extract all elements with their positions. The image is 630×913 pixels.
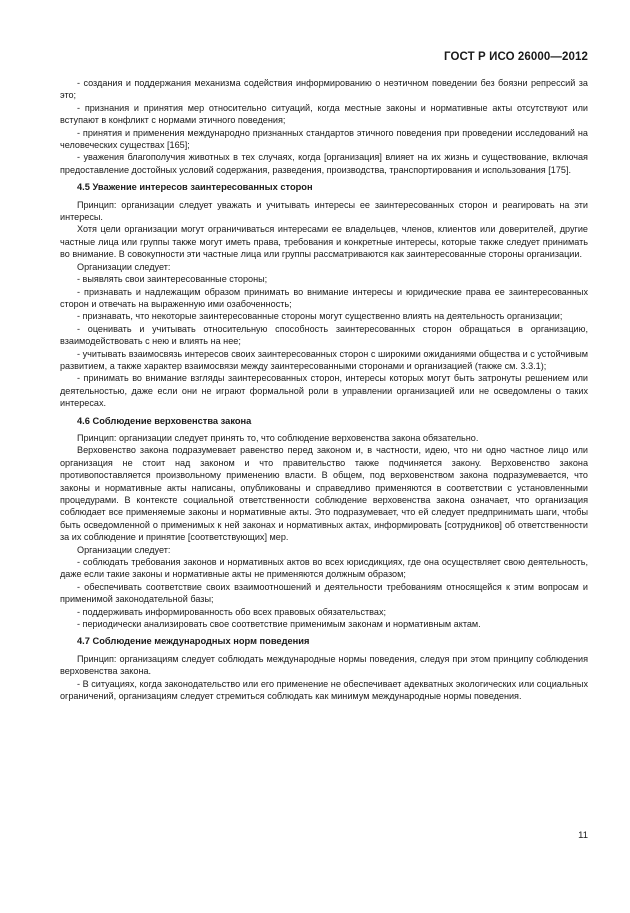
document-code: ГОСТ Р ИСО 26000—2012 xyxy=(443,51,588,63)
paragraph: - признавать, что некоторые заинтересованные стороны могут существенно влиять на деятельность организации; xyxy=(77,311,563,322)
paragraph: - учитывать взаимосвязь интересов своих заинтересованных сторон с широкими ожиданиями общества и с устойчивым развитием, а также характер взаимосвязи между заинтересованными сторонами и организацией (также см. 3.3.1); xyxy=(60,348,588,371)
paragraph: Организации следует: xyxy=(77,261,171,272)
paragraph: - уважения благополучия животных в тех случаях, когда [организация] влияет на их жизнь и существование, включая предоставление достойных условий содержания, разведения, производства, транспортирования и использования [175]. xyxy=(60,152,588,175)
paragraph: - принятия и применения международно признанных стандартов этичного поведения при проведении исследований на человеческих существах [165]; xyxy=(60,127,588,151)
paragraph: - В ситуациях, когда законодательство или его применение не обеспечивает адекватных экологических или социальных ограничений, организациям следует стремиться соблюдать как минимум международные нормы поведения. xyxy=(60,678,588,702)
paragraph: - оценивать и учитывать относительную способность заинтересованных сторон обращаться в организацию, взаимодействовать с нею и влиять на нее; xyxy=(60,323,588,347)
paragraph: Принцип: организациям следует соблюдать международные нормы поведения, следуя при этом принципу соблюдения верховенства закона. xyxy=(60,653,588,677)
paragraph: - поддерживать информированность обо всех правовых обязательствах; xyxy=(77,606,387,617)
section-heading: 4.5 Уважение интересов заинтересованных сторон xyxy=(77,182,313,193)
paragraph: - обеспечивать соответствие своих взаимоотношений и деятельности требованиям относящейся к этим вопросам и применимой законодательной базы; xyxy=(60,581,588,605)
paragraph: - признания и принятия мер относительно ситуаций, когда местные законы и нормативные акты отсутствуют или вступают в конфликт с нормами этичного поведения; xyxy=(60,102,588,126)
paragraph: Хотя цели организации могут ограничиваться интересами ее владельцев, членов, клиентов или доверителей, другие частные лица или группы также могут иметь права, требования и конкретные интересы, которые также следует принимать во внимание. В совокупности эти частные лица или группы рассматриваются как заинтересованные стороны организации. xyxy=(60,224,588,260)
paragraph: - создания и поддержания механизма содействия информированию о неэтичном поведении без боязни репрессий за это; xyxy=(60,78,588,101)
paragraph: - периодически анализировать свое соответствие применимым законам и нормативным актам. xyxy=(77,619,481,630)
paragraph: - признавать и надлежащим образом принимать во внимание интересы и юридические права ее заинтересованных сторон и отвечать на выраженную ими озабоченность; xyxy=(60,286,588,309)
paragraph: Принцип: организации следует принять то, что соблюдение верховенства закона обязательно. xyxy=(77,432,479,443)
section-heading: 4.7 Соблюдение международных норм поведения xyxy=(77,636,310,647)
page-number: 11 xyxy=(578,830,588,841)
section-heading: 4.6 Соблюдение верховенства закона xyxy=(77,415,252,426)
paragraph: Верховенство закона подразумевает равенство перед законом и, в частности, идею, что ни одно частное лицо или организация не стоит над законом и что правительство также подчиняется закону. Верховенство закона противопоставляется произвольному применению власти. В общем, под верховенством закона подразумевается, что законы и нормативные акты написаны, опубликованы и справедливо применяются в соответствии с установленными процедурами. В контексте социальной ответственности соблюдение верховенства закона означает, что организация соблюдает все применяемые законы и нормативные акты. Это подразумевает, что ей следует предпринимать шаги, чтобы быть осведомленной о применимых к ней законах и нормативных актах, информировать [сотрудников] об ответственности за их соблюдение и принятие [соответствующих] мер. xyxy=(60,445,588,543)
paragraph: Организации следует: xyxy=(77,544,171,555)
paragraph: - выявлять свои заинтересованные стороны; xyxy=(77,274,268,285)
paragraph: - принимать во внимание взгляды заинтересованных сторон, интересы которых могут быть затронуты решением или деятельностью, даже если они не играют формальной роли в управлении организацией или не осведомлены о таких интересах. xyxy=(60,373,588,409)
paragraph: Принцип: организации следует уважать и учитывать интересы ее заинтересованных сторон и реагировать на эти интересы. xyxy=(60,199,588,223)
document-body xyxy=(60,77,588,703)
paragraph: - соблюдать требования законов и нормативных актов во всех юрисдикциях, где она осуществляет свою деятельность, даже если такие законы и нормативные акты не применяются должным образом; xyxy=(60,557,588,580)
